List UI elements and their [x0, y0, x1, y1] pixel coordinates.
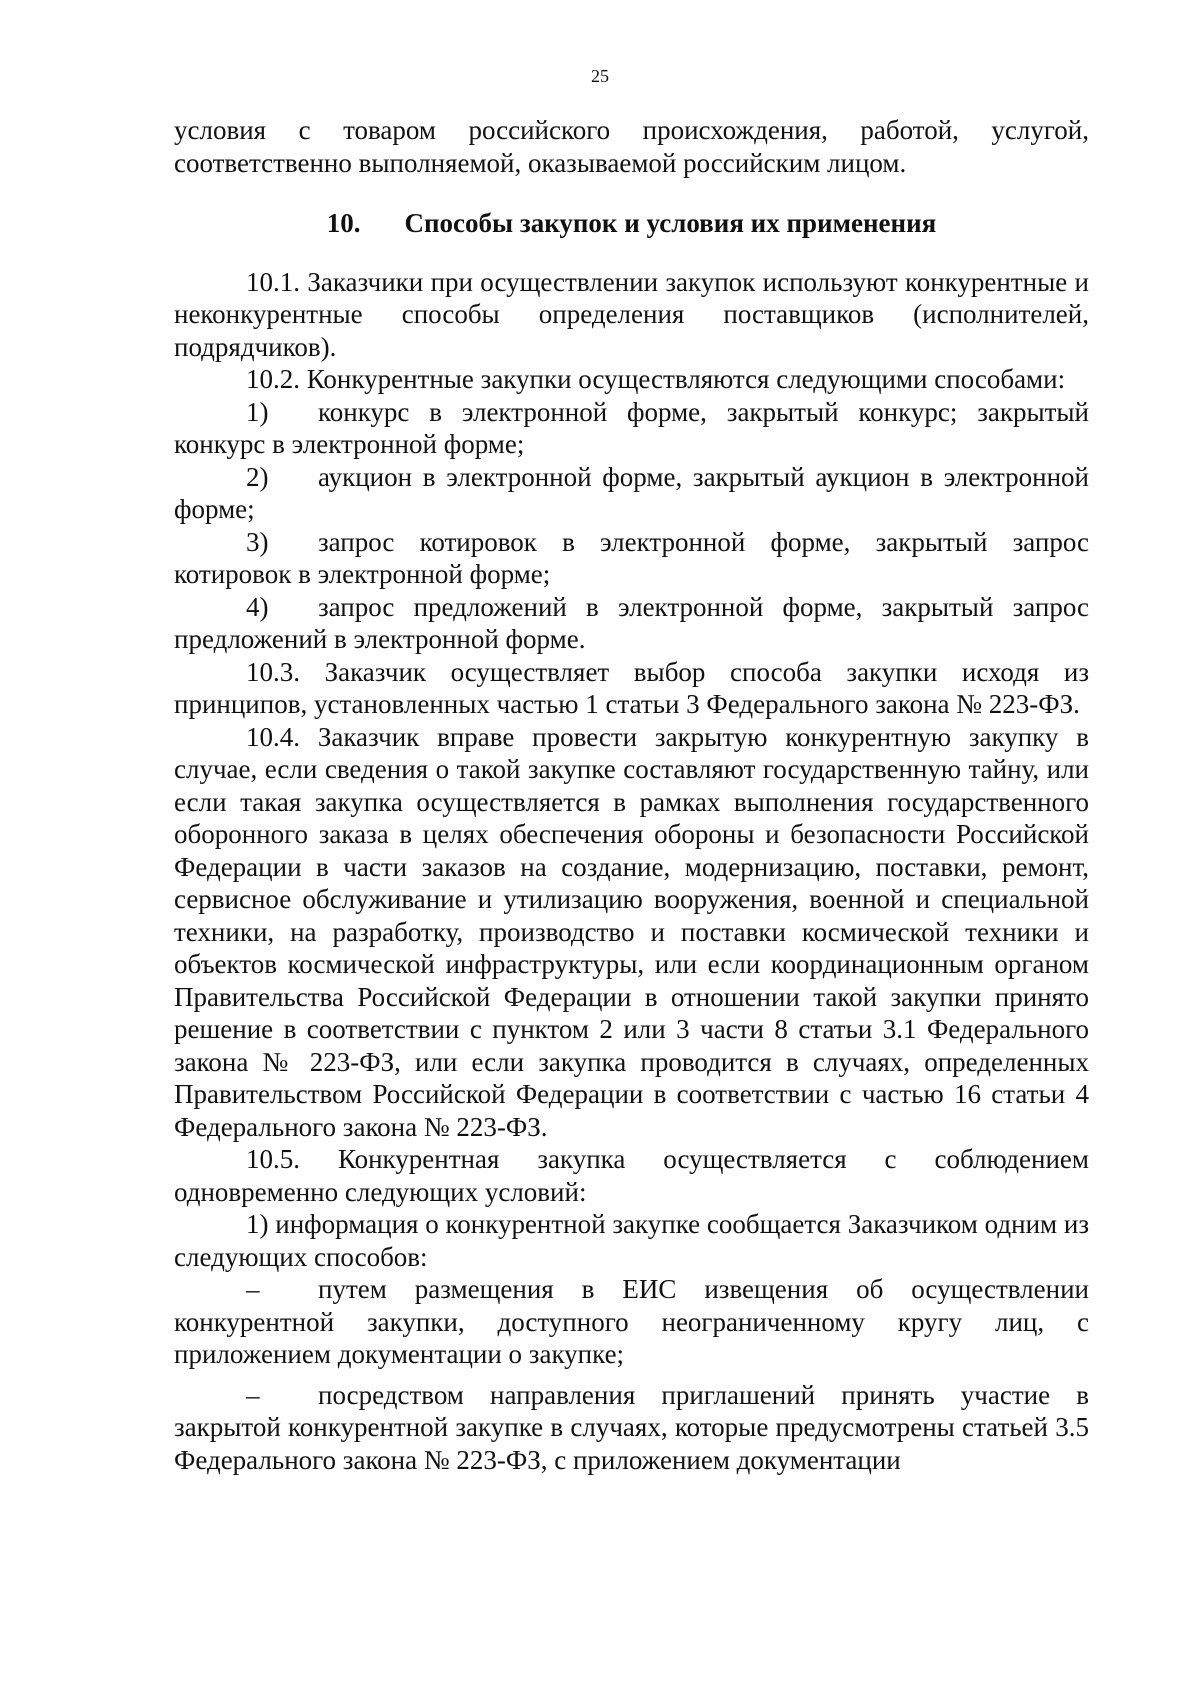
paragraph-continuation: условия с товаром российского происхождения, работой, услугой, соответственно выполняемой, оказываемой российским лицом. — [174, 115, 1089, 178]
dash-marker: – — [246, 1274, 260, 1304]
method-item-1 — [174, 396, 1089, 461]
method-item-2 — [174, 461, 1089, 526]
method-item-4 — [174, 591, 1089, 656]
method-item-number: 3) — [246, 526, 269, 557]
page-number: 25 — [591, 66, 609, 86]
dash-item-text: посредством направления приглашений принять участие в закрытой конкурентной закупке в случаях, которые предусмотрены статьей 3.5 Федерального закона № 223-ФЗ, с приложением документации — [174, 1379, 1089, 1475]
method-item-number: 4) — [246, 591, 269, 622]
clause-10-2: 10.2. Конкурентные закупки осуществляются следующими способами: — [246, 364, 1066, 394]
method-item-text: аукцион в электронной форме, закрытый аукцион в электронной форме; — [174, 461, 1089, 524]
clause-10-5: 10.5. Конкурентная закупка осуществляется с соблюдением одновременно следующих условий: — [174, 1144, 1089, 1207]
dash-marker: – — [246, 1379, 260, 1410]
method-item-number: 2) — [246, 461, 269, 492]
clause-10-5-item-1: 1) информация о конкурентной закупке сообщается Заказчиком одним из следующих способов: — [174, 1209, 1089, 1272]
method-item-text: запрос котировок в электронной форме, закрытый запрос котировок в электронной форме; — [174, 526, 1089, 589]
dash-item-text: путем размещения в ЕИС извещения об осуществлении конкурентной закупки, доступного неограниченному кругу лиц, с приложением документации о закупке; — [174, 1274, 1089, 1369]
document-body — [174, 114, 1089, 1476]
section-number: 10. — [326, 208, 361, 238]
method-item-text: запрос предложений в электронной форме, закрытый запрос предложений в электронной форме. — [174, 591, 1089, 654]
dash-item-2 — [174, 1379, 1089, 1477]
dash-item-1 — [174, 1273, 1089, 1371]
section-heading — [174, 207, 1089, 240]
method-item-number: 1) — [246, 396, 269, 427]
clause-10-1: 10.1. Заказчики при осуществлении закупок используют конкурентные и неконкурентные способы определения поставщиков (исполнителей, подрядчиков). — [174, 266, 1089, 362]
clause-10-4: 10.4. Заказчик вправе провести закрытую конкурентную закупку в случае, если сведения о такой закупке составляют государственную тайну, или если такая закупка осуществляется в рамках выполнения государственного оборонного заказа в целях обеспечения обороны и безопасности Российской Федерации в части заказов на создание, модернизацию, поставки, ремонт, сервисное обслуживание и утилизацию вооружения, военной и специальной техники, на разработку, производство и поставки космической техники и объектов космической инфраструктуры, или если координационным органом Правительства Российской Федерации в отношении такой закупки принято решение в соответствии с пунктом 2 или 3 части 8 статьи 3.1 Федерального закона № 223-ФЗ, или если закупка проводится в случаях, определенных Правительством Российской Федерации в соответствии с частью 16 статьи 4 Федерального закона № 223-ФЗ. — [174, 721, 1089, 1142]
clause-10-3: 10.3. Заказчик осуществляет выбор способа закупки исходя из принципов, установленных частью 1 статьи 3 Федерального закона № 223-ФЗ. — [174, 656, 1089, 719]
method-item-text: конкурс в электронной форме, закрытый конкурс; закрытый конкурс в электронной форме; — [174, 396, 1089, 459]
section-title: Способы закупок и условия их применения — [404, 208, 937, 238]
method-item-3 — [174, 526, 1089, 591]
